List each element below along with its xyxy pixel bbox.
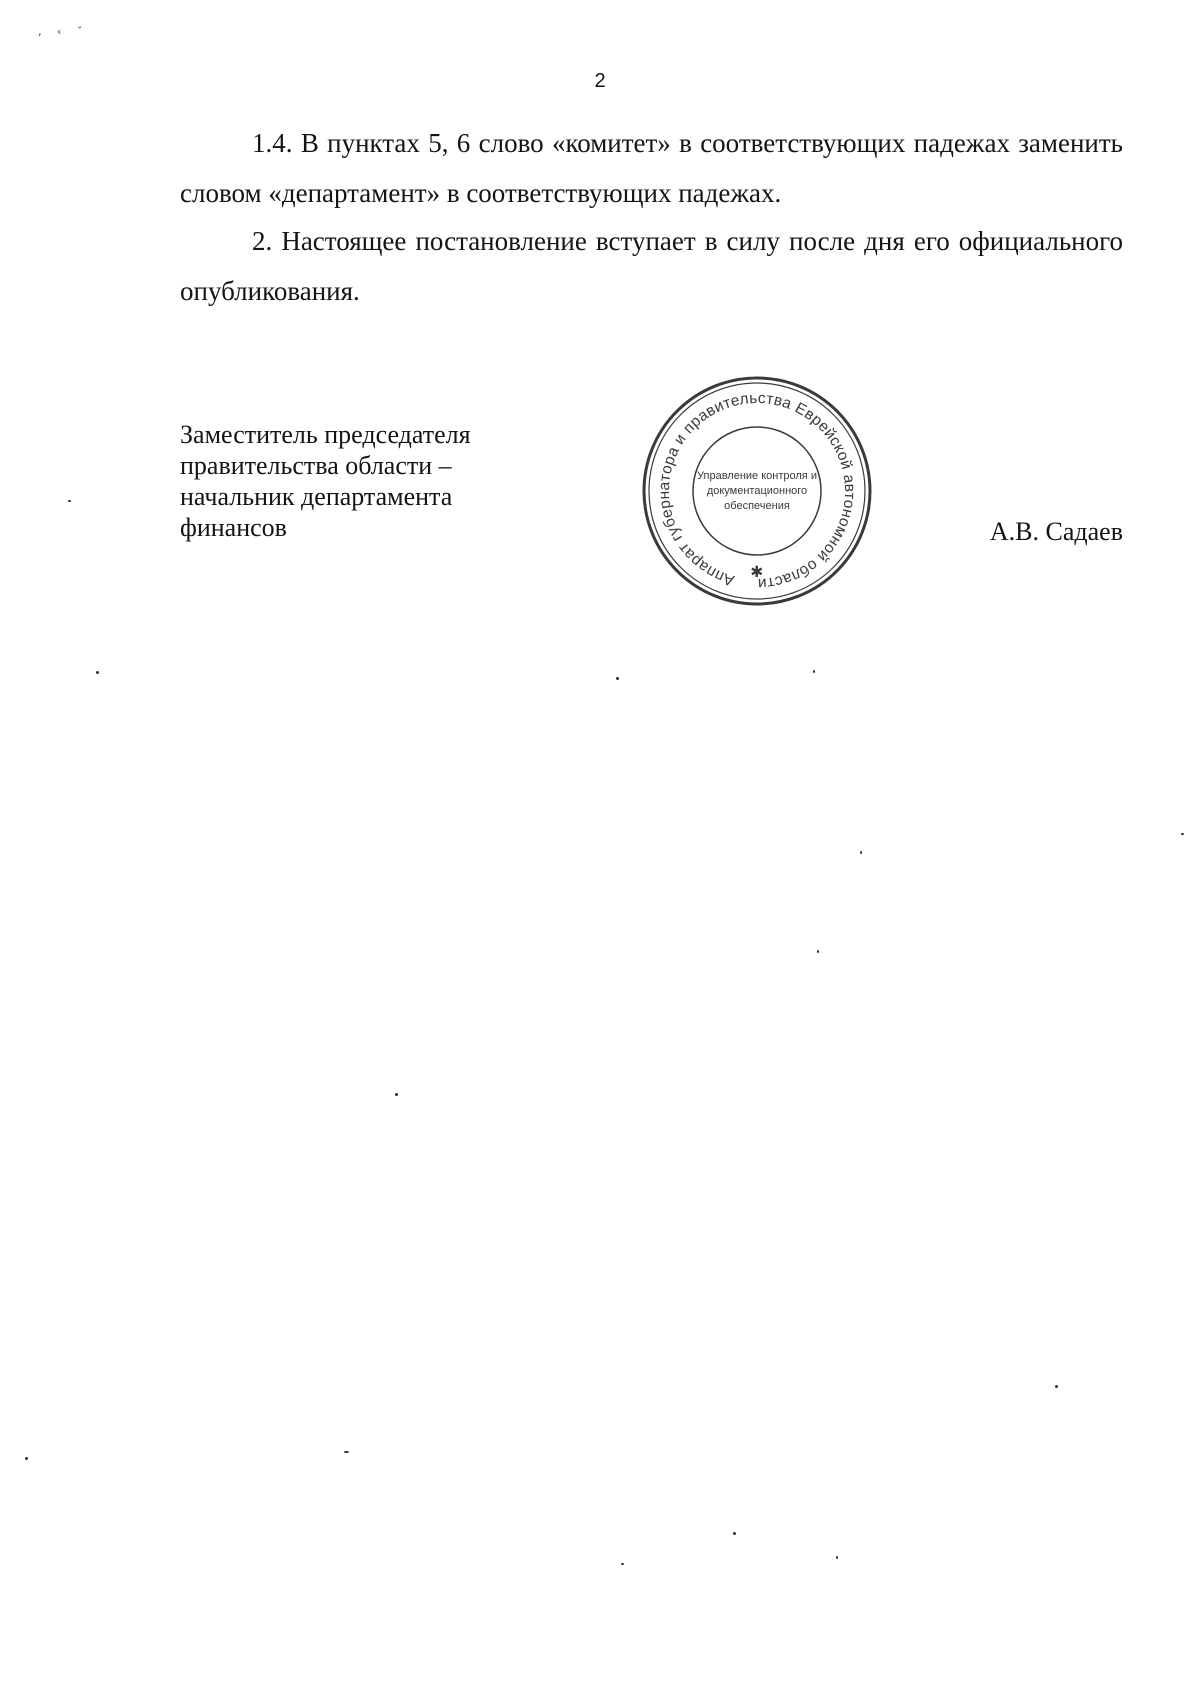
position-line: начальник департамента [180, 482, 453, 511]
position-line: финансов [180, 513, 287, 542]
paragraph-2: 2. Настоящее постановление вступает в силу после дня его официального опубликования. [180, 226, 1123, 306]
signatory-name: А.В. Садаев [989, 517, 1123, 546]
scan-speck [836, 1556, 838, 1559]
scan-artifact-marks: ‚ ‹ ˇ [38, 25, 89, 38]
scan-speck [1181, 833, 1184, 835]
scan-speck [813, 670, 815, 673]
seal-outer-text: Аппарат губернатора и правительства Еврейской автономной области [655, 389, 859, 593]
scan-speck [616, 677, 619, 680]
position-line: Заместитель председателя [180, 420, 471, 449]
seal-inner-line: обеспечения [724, 500, 790, 512]
scan-speck [817, 950, 819, 953]
scan-speck [1055, 1385, 1058, 1388]
position-line: правительства области – [180, 451, 452, 480]
scan-speck [96, 671, 99, 674]
seal-star: ✱ [750, 564, 764, 581]
page-number: 2 [594, 70, 606, 92]
seal-inner-line: Управление контроля и [697, 470, 817, 482]
scan-speck [621, 1563, 624, 1565]
scan-speck [344, 1451, 349, 1453]
scan-speck [395, 1093, 398, 1096]
scan-speck [860, 851, 862, 854]
scan-speck [25, 1457, 28, 1460]
seal-inner-line: документационного [706, 485, 808, 497]
paragraph-1-4: 1.4. В пунктах 5, 6 слово «комитет» в соответствующих падежах заменить словом «департамент» в соответствующих падежах. [180, 128, 1123, 208]
signatory-position [180, 419, 471, 543]
scan-speck [733, 1532, 736, 1535]
seal-graphic [637, 371, 877, 611]
official-seal-stamp [637, 371, 877, 611]
scan-speck [68, 500, 71, 502]
